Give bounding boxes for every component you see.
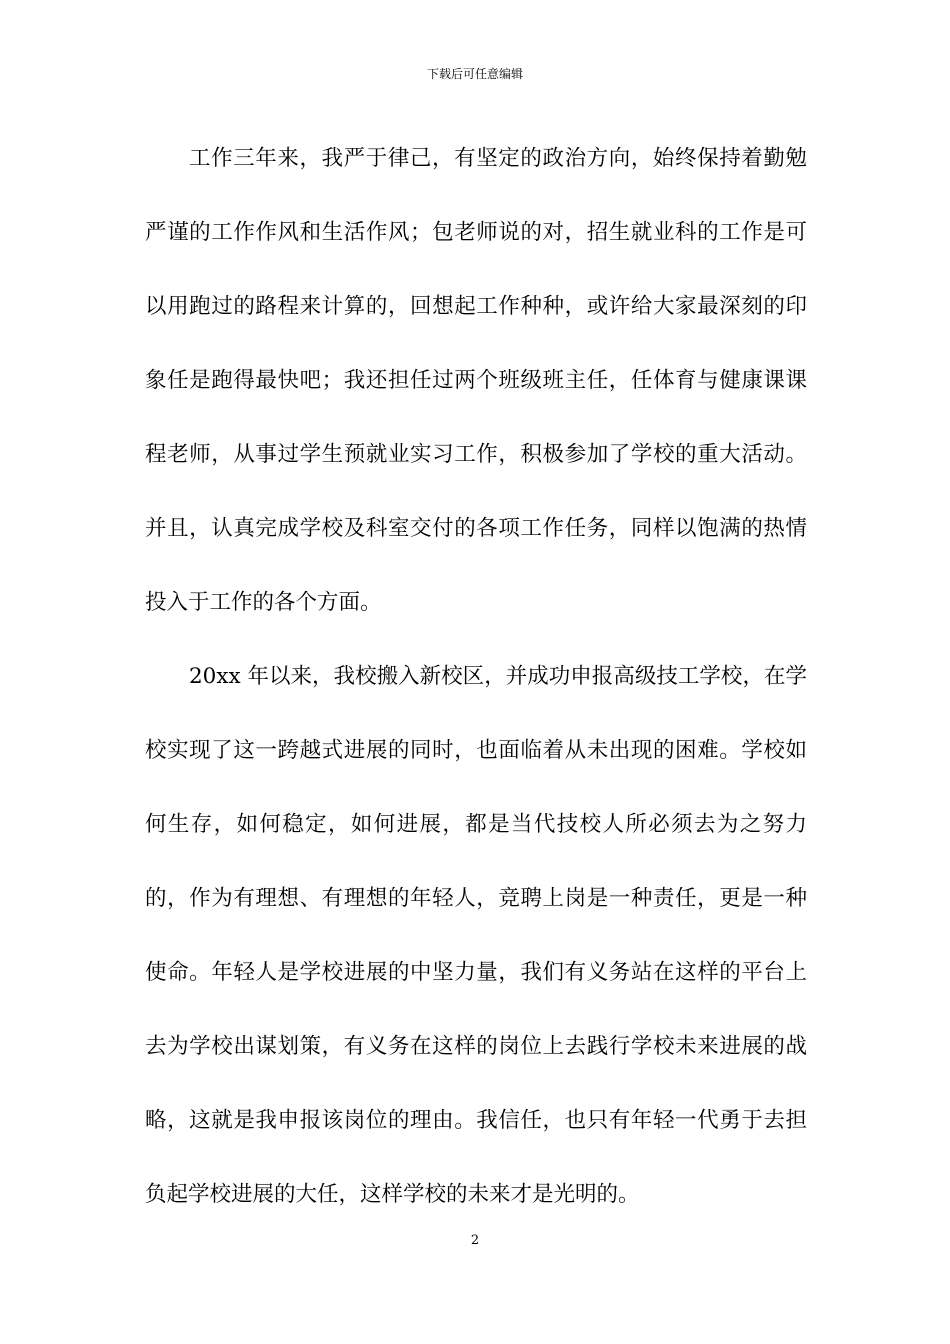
document-body xyxy=(145,122,807,1232)
paragraph-work-experience: 工作三年来，我严于律己，有坚定的政治方向，始终保持着勤勉严谨的工作作风和生活作风；包老师说的对，招生就业科的工作是可以用跑过的路程来计算的，回想起工作种种，或许给大家最深刻的印象任是跑得最快吧；我还担任过两个班级班主任，任体育与健康课课程老师，从事过学生预就业实习工作，积极参加了学校的重大活动。并且，认真完成学校及科室交付的各项工作任务，同样以饱满的热情投入于工作的各个方面。 xyxy=(145,146,807,615)
paragraph-application-reason: 20xx 年以来，我校搬入新校区，并成功申报高级技工学校，在学校实现了这一跨越式进展的同时，也面临着从未出现的困难。学校如何生存，如何稳定，如何进展，都是当代技校人所必须去为之努力的，作为有理想、有理想的年轻人，竞聘上岗是一种责任，更是一种使命。年轻人是学校进展的中坚力量，我们有义务站在这样的平台上去为学校出谋划策，有义务在这样的岗位上去践行学校未来进展的战略，这就是我申报该岗位的理由。我信任，也只有年轻一代勇于去担负起学校进展的大任，这样学校的未来才是光明的。 xyxy=(145,664,807,1207)
page-header: 下载后可任意编辑 xyxy=(426,67,523,81)
page-number: 2 xyxy=(470,1233,480,1248)
